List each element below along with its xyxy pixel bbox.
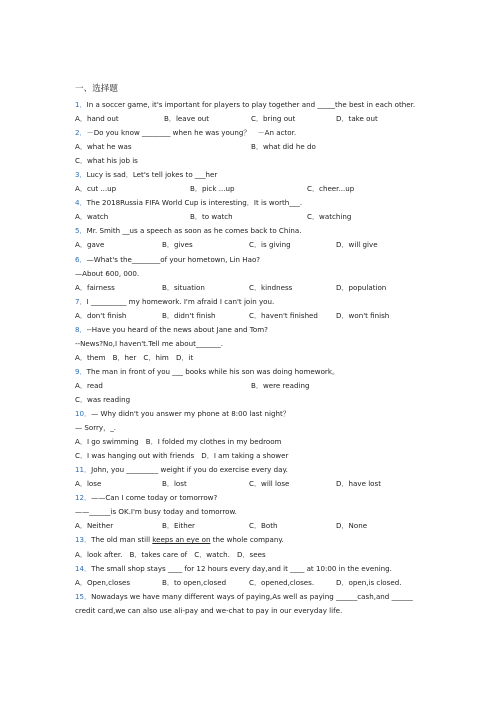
question-number: 4． (75, 198, 87, 208)
option-b[interactable]: B．to watch (190, 212, 233, 222)
question-2 (75, 126, 445, 140)
option-b[interactable]: B．gives (162, 240, 193, 250)
question-number: 9． (75, 366, 87, 376)
question-number: 12． (75, 493, 92, 503)
option-d[interactable]: D．will give (336, 240, 378, 250)
question-15 (75, 590, 433, 618)
question-12-reply-line: ——______is OK.I'm busy today and tomorrow. (75, 507, 237, 517)
option-d[interactable]: D．take out (336, 114, 378, 124)
option-b[interactable]: B．what did he do (251, 142, 316, 152)
option-a[interactable]: A．cut ...up (75, 184, 117, 194)
options-13[interactable]: A．look after. B．takes care of C．watch. D．sees (75, 549, 266, 559)
option-d[interactable]: D．have lost (336, 479, 382, 489)
question-number: 8． (75, 324, 87, 334)
question-text: — Why didn't you answer my phone at 8:00 last night？ (91, 409, 290, 419)
options-7 (75, 309, 445, 323)
question-text: —What's the________of your hometown, Lin Hao? (86, 254, 261, 264)
options-3 (75, 182, 445, 196)
options-5 (75, 238, 445, 252)
option-a[interactable]: A．what he was (75, 142, 132, 152)
options-2 (75, 140, 445, 154)
option-c[interactable]: C．cheer...up (307, 184, 355, 194)
option-a[interactable]: A．don't finish (75, 310, 127, 320)
option-a[interactable]: A．hand out (75, 114, 119, 124)
question-number: 11． (75, 465, 92, 475)
question-text: The 2018Russia FIFA World Cup is interesting．It is worth___. (86, 198, 303, 208)
options-9 (75, 379, 445, 393)
question-text: The man in front of you ___ books while his son was doing homework。 (86, 366, 340, 376)
option-a[interactable]: A．Open,closes (75, 577, 131, 587)
option-c[interactable]: C．Both (249, 521, 278, 531)
option-d[interactable]: D．won't finish (336, 310, 390, 320)
question-number: 3． (75, 170, 87, 180)
option-a[interactable]: A．fairness (75, 282, 115, 292)
question-10-reply-line: — Sorry，_. (75, 423, 116, 433)
option-b[interactable]: B．lost (162, 479, 187, 489)
question-text: ——Can I come today or tomorrow? (91, 493, 218, 503)
option-b[interactable]: B．were reading (251, 380, 310, 390)
options-10-cd[interactable]: C．I was hanging out with friends D．I am taking a shower (75, 451, 289, 461)
question-text-end: the whole company. (210, 535, 284, 545)
underlined-phrase: keeps an eye on (152, 535, 211, 545)
option-c[interactable]: C．watching (307, 212, 352, 222)
option-c[interactable]: C．was reading (75, 394, 131, 404)
option-c[interactable]: C．opened,closes. (249, 577, 315, 587)
question-6 (75, 253, 445, 267)
question-9 (75, 365, 445, 379)
options-2b (75, 154, 445, 168)
question-13 (75, 533, 445, 547)
question-text: －Do you know ________ when he was young？ －An actor. (86, 128, 297, 138)
options-1 (75, 112, 445, 126)
option-c[interactable]: C．what his job is (75, 156, 138, 166)
option-a[interactable]: A．read (75, 380, 103, 390)
options-11 (75, 477, 445, 491)
question-number: 5． (75, 226, 87, 236)
question-4 (75, 196, 445, 210)
option-c[interactable]: C．haven't finished (249, 310, 318, 320)
question-8 (75, 323, 445, 337)
option-d[interactable]: D．open,is closed. (336, 577, 402, 587)
option-c[interactable]: C．is giving (249, 240, 291, 250)
question-number: 15． (75, 591, 92, 601)
options-4 (75, 210, 445, 224)
option-a[interactable]: A．Neither (75, 521, 114, 531)
question-11 (75, 463, 445, 477)
question-text: Mr. Smith __us a speech as soon as he comes back to China. (86, 226, 302, 236)
question-text: I __________ my homework. I'm afraid I can't join you. (86, 296, 275, 306)
question-text: The old man still (91, 535, 153, 545)
option-d[interactable]: D．None (336, 521, 368, 531)
question-number: 2． (75, 128, 87, 138)
options-6 (75, 281, 445, 295)
question-text: In a soccer game, it's important for players to play together and _____the best in each other. (86, 100, 416, 109)
question-number: 1． (75, 100, 87, 109)
question-number: 13． (75, 535, 92, 545)
question-6-answer-line: —About 600, 000. (75, 268, 140, 278)
question-number: 10． (75, 409, 92, 419)
question-text: Nowadays we have many different ways of paying,As well as paying ______cash,and ______ credit card,we can also use ali-pay and we-chat to pay in our everyday life. (75, 591, 413, 615)
question-1 (75, 98, 445, 112)
question-number: 7． (75, 296, 87, 306)
question-7 (75, 295, 445, 309)
question-text: The small shop stays ____ for 12 hours every day,and it ____ at 10:00 in the evening. (91, 563, 392, 573)
option-b[interactable]: B．Either (162, 521, 195, 531)
option-c[interactable]: C．will lose (249, 479, 290, 489)
options-14 (75, 576, 445, 590)
question-text: --Have you heard of the news about Jane and Tom? (86, 324, 268, 334)
question-14 (75, 562, 445, 576)
question-12 (75, 491, 445, 505)
question-text: John, you _________ weight if you do exercise every day. (91, 465, 288, 475)
options-9b (75, 393, 445, 407)
option-c[interactable]: C．kindness (249, 282, 293, 292)
option-d[interactable]: D．population (336, 282, 387, 292)
option-b[interactable]: B．situation (162, 282, 205, 292)
section-title: 一、选择题 (75, 84, 118, 94)
option-b[interactable]: B．pick ...up (190, 184, 235, 194)
option-b[interactable]: B．didn't finish (162, 310, 216, 320)
option-b[interactable]: B．to open,closed (162, 577, 227, 587)
option-a[interactable]: A．watch (75, 212, 109, 222)
question-list (75, 98, 445, 618)
options-10-ab[interactable]: A．I go swimming B．I folded my clothes in my bedroom (75, 437, 282, 447)
question-10 (75, 407, 445, 421)
option-c[interactable]: C．bring out (251, 114, 296, 124)
question-3 (75, 168, 445, 182)
option-b[interactable]: B．leave out (164, 114, 210, 124)
option-a[interactable]: A．lose (75, 479, 102, 489)
options-8[interactable]: A．them B．her C．him D．it (75, 352, 194, 362)
question-8-reply-line: --News?No,I haven't.Tell me about_______. (75, 338, 223, 348)
question-text: Lucy is sad．Let's tell jokes to ___her (86, 170, 218, 180)
options-12 (75, 519, 445, 533)
question-number: 6． (75, 254, 87, 264)
question-5 (75, 224, 445, 238)
question-number: 14． (75, 563, 92, 573)
option-a[interactable]: A．gave (75, 240, 105, 250)
